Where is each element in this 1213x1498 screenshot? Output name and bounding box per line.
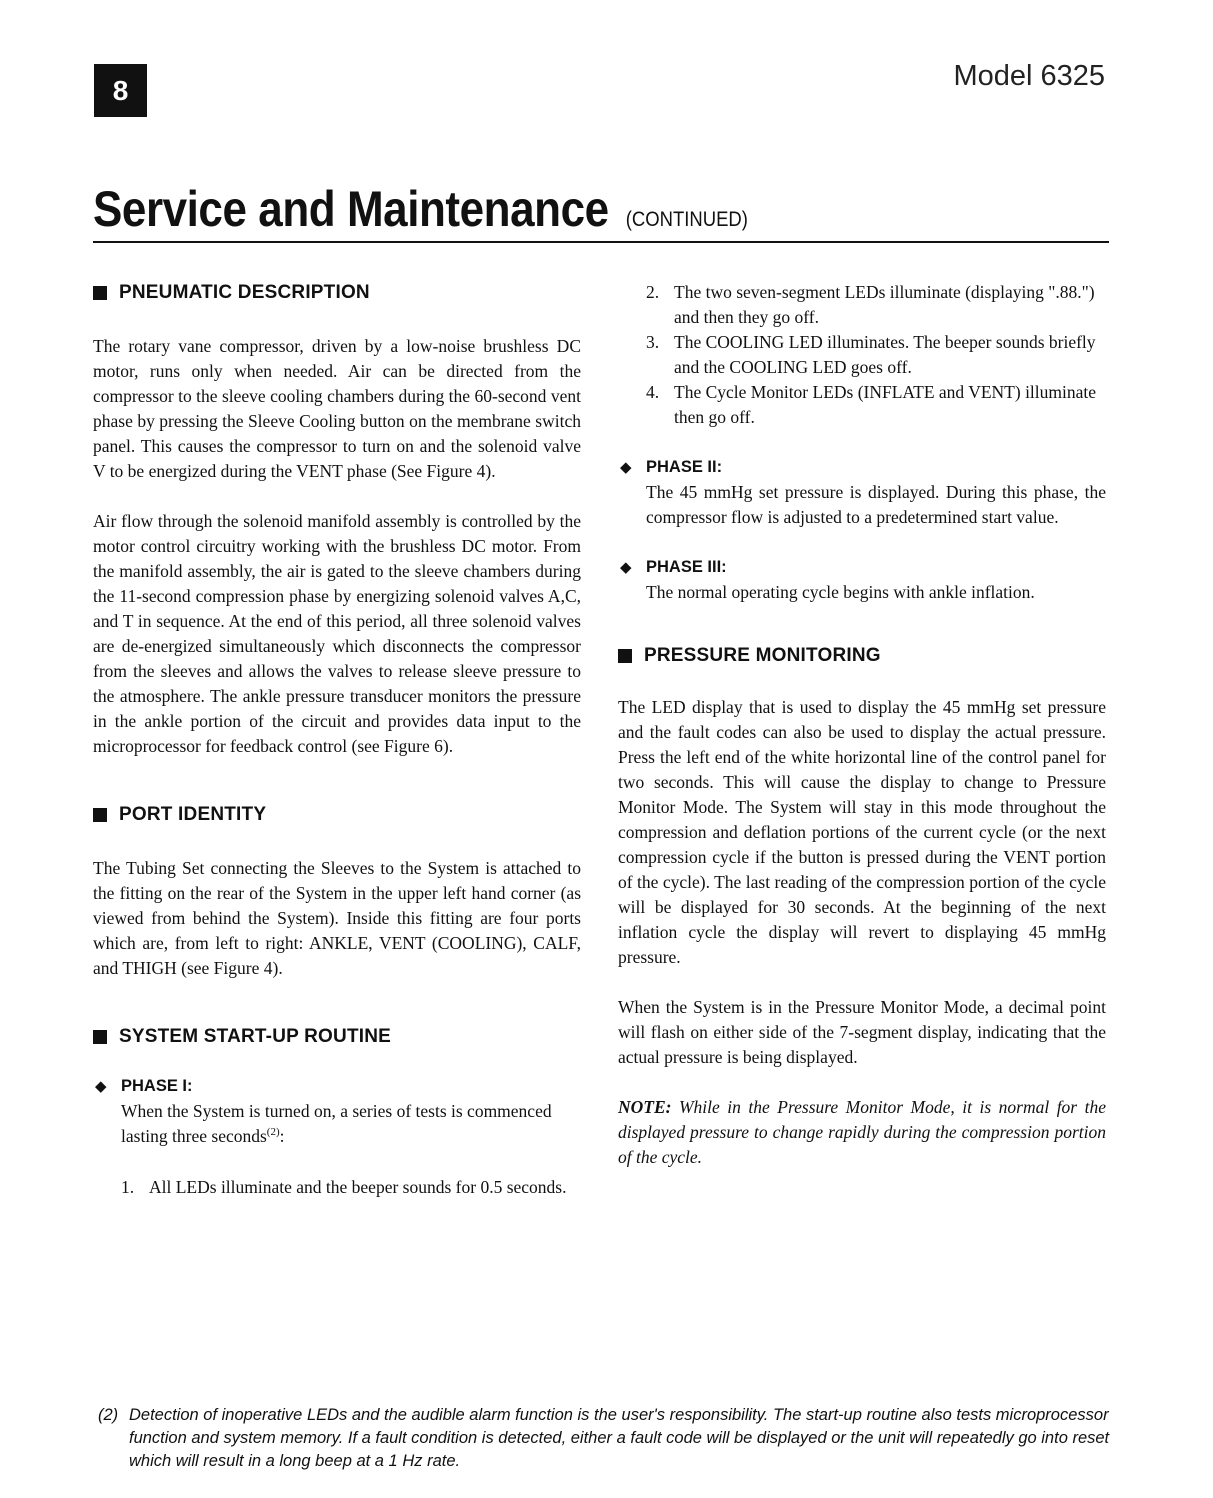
section-heading-text: SYSTEM START-UP ROUTINE bbox=[119, 1026, 392, 1047]
paragraph-pressure-1: The LED display that is used to display the 45 mmHg set pressure and the fault codes can also be used to display the actual pressure. Press the left end of the white horizontal line of the control panel for two seconds. This will cause the display to change to Pressure Monitor Mode. The System will stay in this mode throughout the compression and deflation portions of the current cycle (or the next compression cycle if the button is pressed during the VENT portion of the cycle). The last reading of the compression portion of the cycle will be displayed for 30 seconds. At the beginning of the next inflation cycle the display will revert to displaying 45 mmHg pressure. bbox=[618, 697, 1106, 967]
list-item-text: All LEDs illuminate and the beeper sounds for 0.5 seconds. bbox=[149, 1177, 567, 1197]
page-title-suffix: (CONTINUED) bbox=[625, 208, 748, 231]
list-item bbox=[618, 280, 1106, 330]
right-column bbox=[618, 280, 1106, 1170]
footnote bbox=[98, 1404, 1112, 1473]
section-heading-text: PORT IDENTITY bbox=[119, 804, 267, 825]
footnote-mark: (2) bbox=[98, 1406, 119, 1424]
page-title-text: Service and Maintenance bbox=[93, 181, 609, 237]
list-item-text: The Cycle Monitor LEDs (INFLATE and VENT) illuminate then go off. bbox=[674, 382, 1097, 427]
note-text: While in the Pressure Monitor Mode, it is normal for the displayed pressure to change rapidly during the compression portion of the cycle. bbox=[618, 1097, 1106, 1167]
phase-2-text: The 45 mmHg set pressure is displayed. During this phase, the compressor flow is adjusted to a predetermined start value. bbox=[646, 482, 1106, 527]
section-heading-startup bbox=[93, 1024, 581, 1049]
phase-1-title: PHASE I: bbox=[121, 1077, 193, 1095]
phase-2-title: PHASE II: bbox=[646, 458, 723, 476]
phase-1-body: When the System is turned on, a series of tests is commenced lasting three seconds bbox=[121, 1101, 552, 1146]
list-item-text: The two seven-segment LEDs illuminate (displaying ".88.") and then they go off. bbox=[674, 282, 1095, 327]
list-item bbox=[93, 1175, 581, 1200]
section-heading-text: PRESSURE MONITORING bbox=[644, 645, 881, 666]
phase-1-colon: : bbox=[279, 1126, 285, 1146]
list-item bbox=[618, 330, 1106, 380]
phase-1-text bbox=[121, 1099, 581, 1149]
list-item-number: 4. bbox=[646, 382, 660, 402]
title-divider bbox=[93, 241, 1109, 243]
note-lead: NOTE: bbox=[618, 1097, 672, 1117]
phase-3-text: The normal operating cycle begins with ankle inflation. bbox=[646, 582, 1035, 602]
page-title bbox=[93, 180, 748, 238]
phase-2 bbox=[618, 455, 1106, 530]
phase-1 bbox=[93, 1074, 581, 1149]
phase-3-title: PHASE III: bbox=[646, 558, 727, 576]
square-bullet-icon bbox=[93, 1030, 107, 1044]
section-heading-pneumatic bbox=[93, 280, 581, 305]
chapter-number-tab: 8 bbox=[94, 64, 147, 117]
list-item-number: 3. bbox=[646, 332, 660, 352]
list-item-number: 2. bbox=[646, 282, 660, 302]
section-heading-port bbox=[93, 802, 581, 827]
square-bullet-icon bbox=[93, 286, 107, 300]
paragraph-pneumatic-1: The rotary vane compressor, driven by a low-noise brushless DC motor, runs only when needed. Air can be directed from the compressor to the sleeve cooling chambers during the 60-second vent phase by pressing the Sleeve Cooling button on the membrane switch panel. This causes the compressor to turn on and the solenoid valve V to be energized during the VENT phase (See Figure 4). bbox=[93, 336, 581, 481]
note bbox=[618, 1095, 1106, 1170]
paragraph-port: The Tubing Set connecting the Sleeves to the System is attached to the fitting on the rear of the System in the upper left hand corner (as viewed from behind the System). Inside this fitting are four ports which are, from left to right: ANKLE, VENT (COOLING), CALF, and THIGH (see Figure 4). bbox=[93, 858, 581, 978]
list-item-text: The COOLING LED illuminates. The beeper sounds briefly and the COOLING LED goes off. bbox=[674, 332, 1096, 377]
left-column bbox=[93, 280, 581, 1200]
section-heading-text: PNEUMATIC DESCRIPTION bbox=[119, 282, 370, 303]
diamond-bullet-icon: ◆ bbox=[95, 1077, 107, 1095]
diamond-bullet-icon: ◆ bbox=[620, 458, 632, 476]
footnote-reference: (2) bbox=[266, 1126, 280, 1139]
model-label: Model 6325 bbox=[953, 60, 1105, 92]
diamond-bullet-icon: ◆ bbox=[620, 558, 632, 576]
footnote-text: Detection of inoperative LEDs and the audible alarm function is the user's responsibility. The start-up routine also tests microprocessor function and system memory. If a fault condition is detected, either a fault code will be displayed or the unit will repeatedly go into reset which will result in a long beep at a 1 Hz rate. bbox=[129, 1406, 1110, 1470]
paragraph-pneumatic-2: Air flow through the solenoid manifold assembly is controlled by the motor control circuitry working with the brushless DC motor. From the manifold assembly, the air is gated to the sleeve chambers during the 11-second compression phase by energizing solenoid valves A,C, and T in sequence. At the end of this period, all three solenoid valves are de-energized simultaneously which disconnects the compressor from the sleeves and allows the valves to release sleeve pressure to the atmosphere. The ankle pressure transducer monitors the pressure in the ankle portion of the circuit and provides data input to the microprocessor for feedback control (see Figure 6). bbox=[93, 511, 581, 756]
list-item bbox=[618, 380, 1106, 430]
square-bullet-icon bbox=[618, 649, 632, 663]
section-heading-pressure bbox=[618, 643, 1106, 668]
startup-steps-left bbox=[93, 1175, 581, 1200]
phase-3 bbox=[618, 555, 1106, 605]
square-bullet-icon bbox=[93, 808, 107, 822]
paragraph-pressure-2: When the System is in the Pressure Monitor Mode, a decimal point will flash on either side of the 7-segment display, indicating that the actual pressure is being displayed. bbox=[618, 997, 1106, 1067]
startup-steps-right bbox=[618, 280, 1106, 430]
list-item-number: 1. bbox=[121, 1177, 135, 1197]
